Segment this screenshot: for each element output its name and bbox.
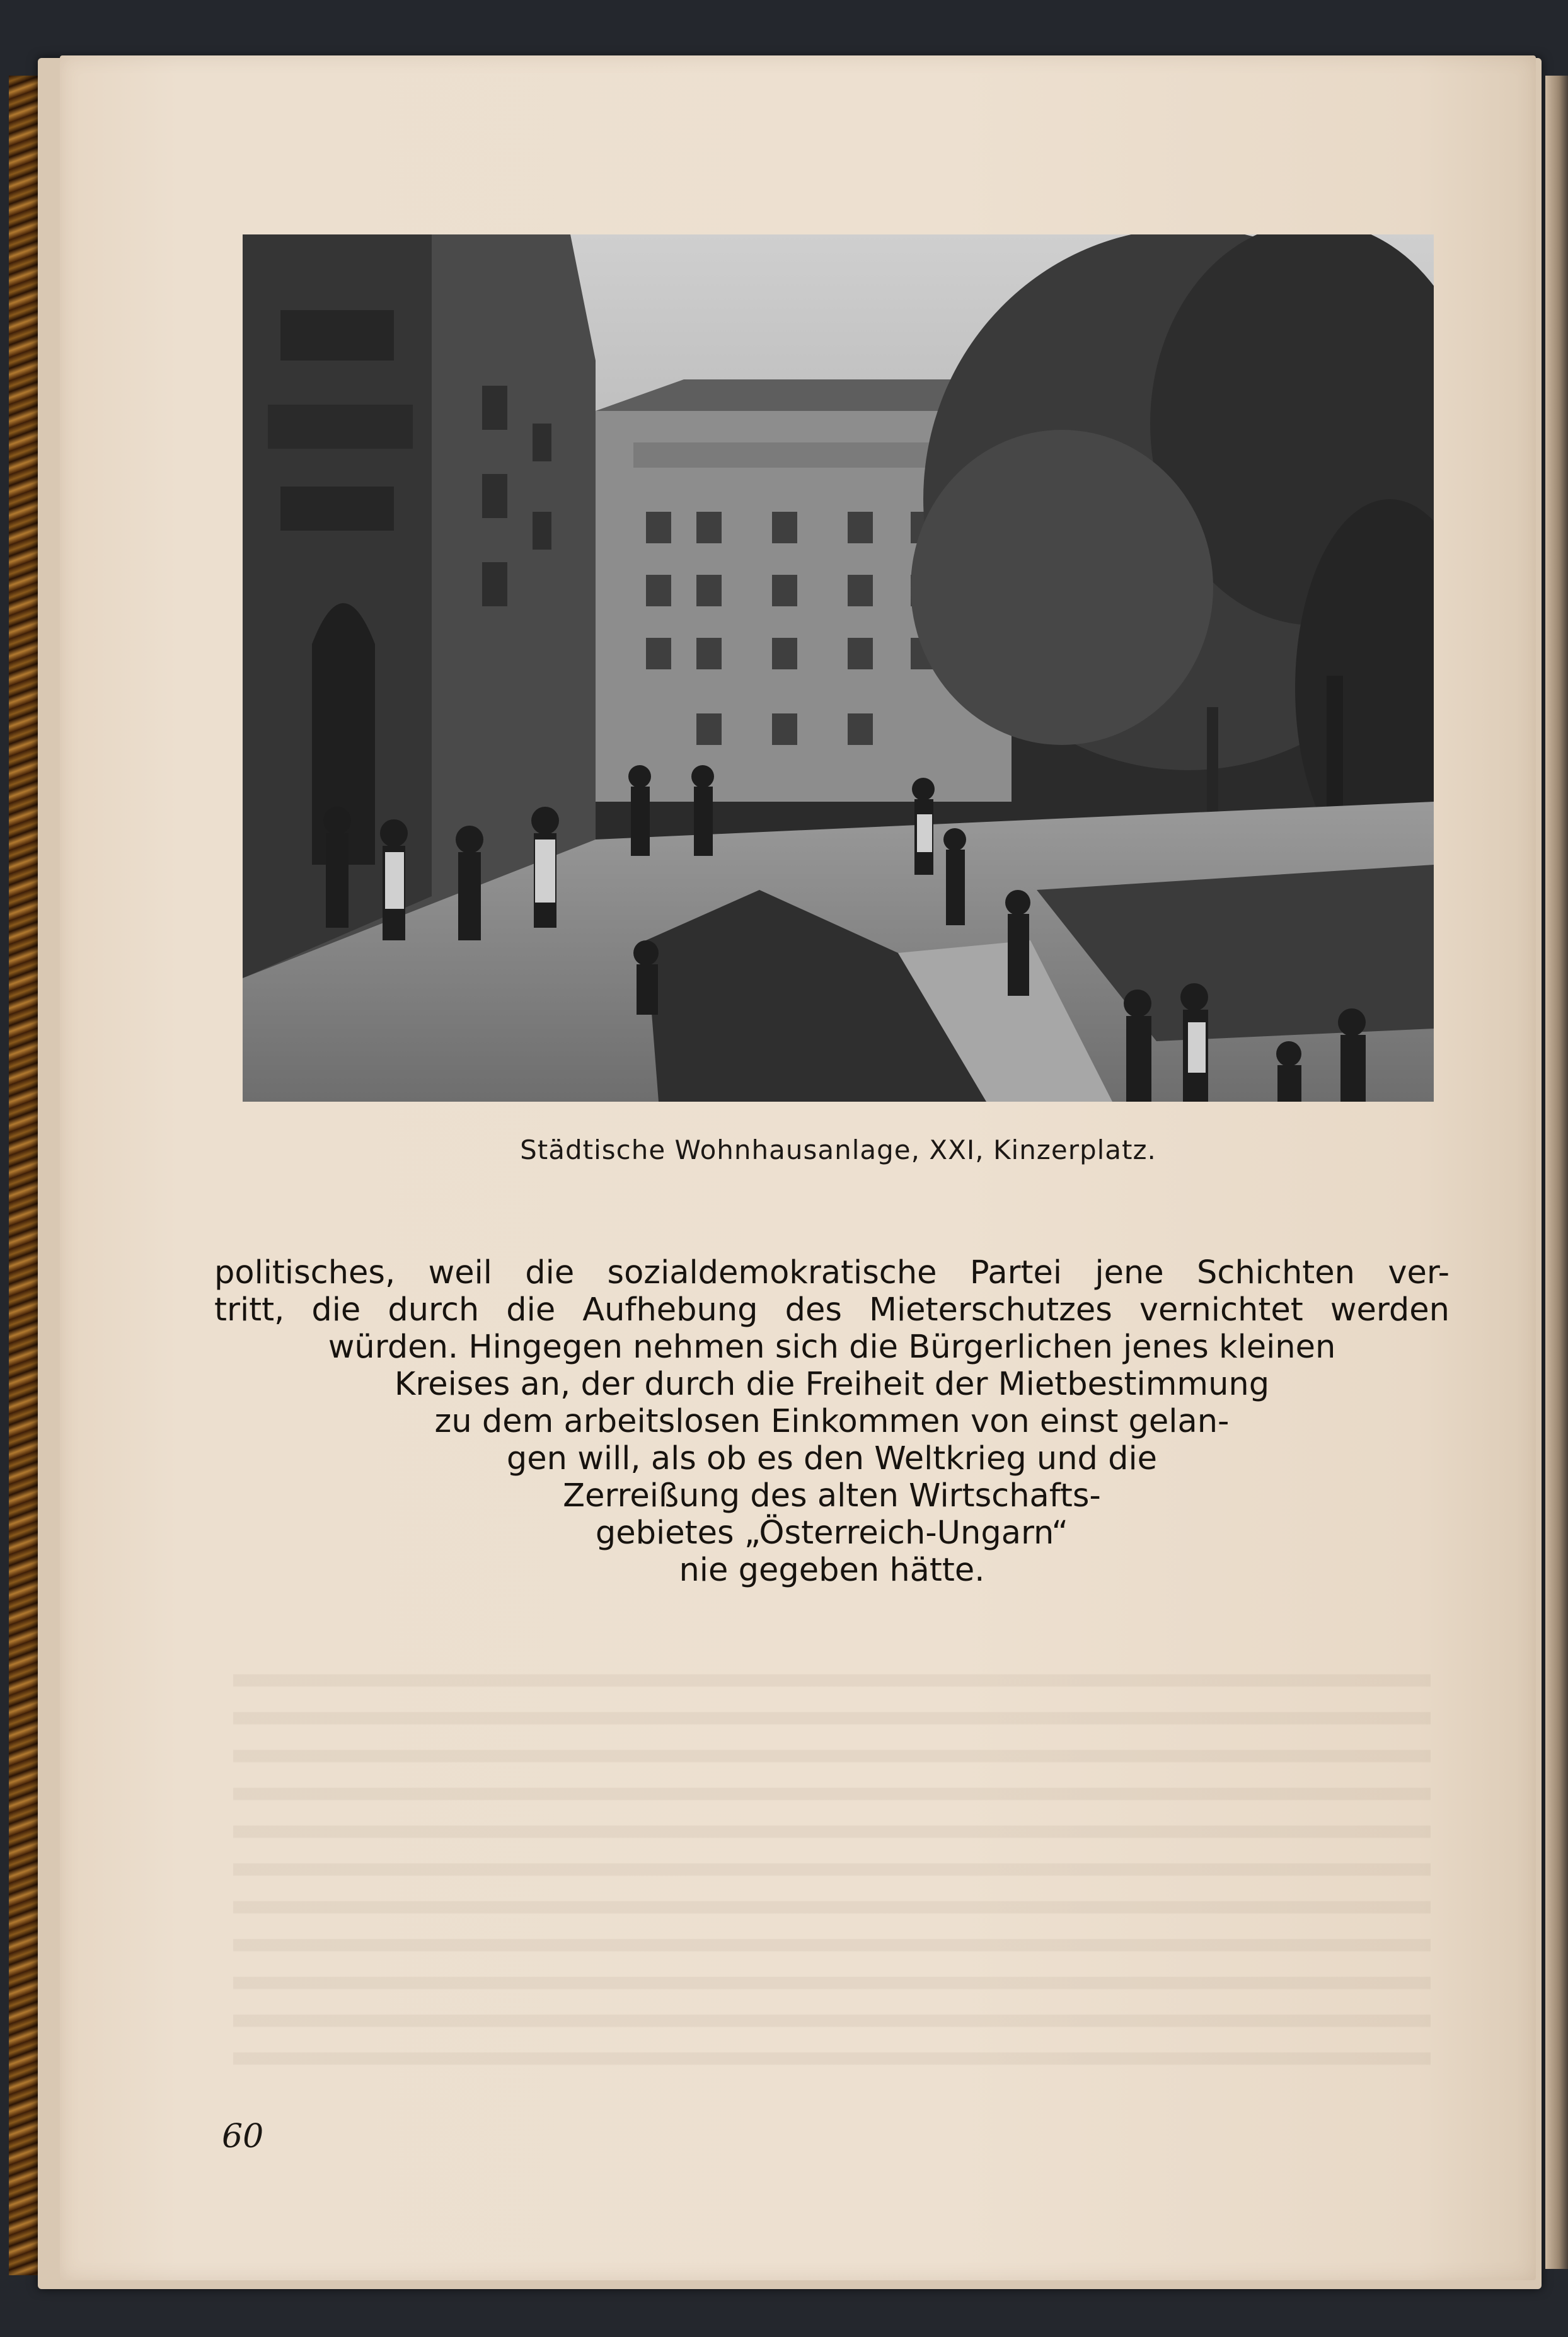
show-through-text	[233, 1651, 1431, 2086]
text-line: zu dem arbeitslosen Einkommen von einst gelan-	[434, 1403, 1230, 1440]
text-line: Zerreißung des alten Wirtschafts-	[563, 1477, 1101, 1515]
body-text	[214, 1254, 1450, 1589]
photograph-image	[243, 234, 1434, 1102]
photograph-courtyard	[243, 234, 1434, 1102]
photo-caption: Städtische Wohnhausanlage, XXI, Kinzerplatz.	[520, 1134, 1156, 1165]
text-line: nie gegeben hätte.	[679, 1552, 985, 1589]
text-line: gen will, als ob es den Weltkrieg und die	[506, 1440, 1158, 1477]
text-line: Kreises an, der durch die Freiheit der Mietbestimmung	[394, 1366, 1270, 1403]
text-line: politisches, weil die sozialdemokratische Partei jene Schichten ver-	[214, 1254, 1450, 1291]
page-gutter	[1545, 76, 1568, 2269]
text-line: würden. Hingegen nehmen sich die Bürgerlichen jenes kleinen	[328, 1329, 1336, 1366]
text-line: tritt, die durch die Aufhebung des Mieterschutzes vernichtet werden	[214, 1291, 1450, 1329]
text-line: gebietes „Österreich-Ungarn“	[595, 1515, 1069, 1552]
page-number: 60	[222, 2118, 264, 2155]
